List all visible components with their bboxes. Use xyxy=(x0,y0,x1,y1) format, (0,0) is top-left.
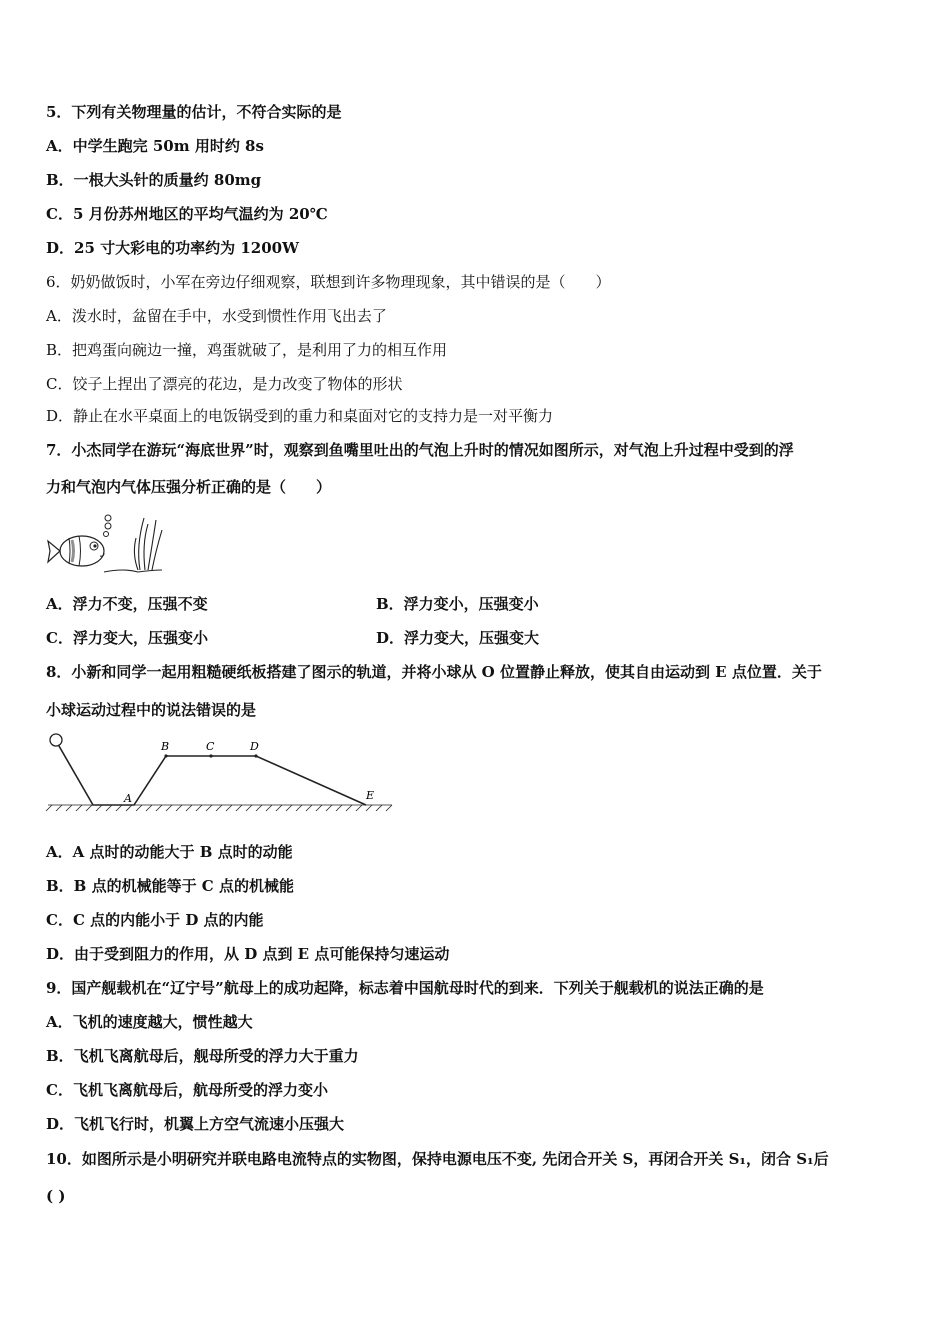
fish-bubbles-figure xyxy=(44,510,174,580)
q6-option-c: C．饺子上捏出了漂亮的花边，是力改变了物体的形状 xyxy=(46,375,403,393)
q7-option-b: B．浮力变小，压强变小 xyxy=(376,595,539,613)
point-b-dot xyxy=(164,754,167,757)
q8-option-b: B．B 点的机械能等于 C 点的机械能 xyxy=(46,877,294,895)
q8-stem-line1: 8．小新和同学一起用粗糙硬纸板搭建了图示的轨道，并将小球从 O 位置静止释放，使其自由运动到 E 点位置．关于 xyxy=(46,663,822,681)
q9-option-c: C．飞机飞离航母后，航母所受的浮力变小 xyxy=(46,1081,328,1099)
q9-option-a: A．飞机的速度越大，惯性越大 xyxy=(46,1013,253,1031)
q5-option-b: B．一根大头针的质量约 80mg xyxy=(46,171,262,189)
q7-stem-line1: 7．小杰同学在游玩“海底世界”时，观察到鱼嘴里吐出的气泡上升时的情况如图所示，对气泡上升过程中受到的浮 xyxy=(46,441,794,459)
q7-option-c: C．浮力变大，压强变小 xyxy=(46,629,208,647)
bubble-icon xyxy=(105,515,111,521)
q5-option-d: D．25 寸大彩电的功率约为 1200W xyxy=(46,239,299,257)
q6-option-b: B．把鸡蛋向碗边一撞，鸡蛋就破了，是利用了力的相互作用 xyxy=(46,341,448,359)
q5-option-c: C．5 月份苏州地区的平均气温约为 20℃ xyxy=(46,205,328,223)
q5-option-a: A．中学生跑完 50m 用时约 8s xyxy=(46,137,264,155)
point-c-dot xyxy=(209,754,212,757)
q5-stem: 5．下列有关物理量的估计，不符合实际的是 xyxy=(46,103,342,121)
track-figure xyxy=(44,728,396,816)
label-e: E xyxy=(366,789,375,802)
bubble-icon xyxy=(105,523,111,529)
q9-stem: 9．国产舰载机在“辽宁号”航母上的成功起降，标志着中国航母时代的到来．下列关于舰载机的说法正确的是 xyxy=(46,979,764,997)
ground-hatching xyxy=(46,805,392,811)
q7-option-a: A．浮力不变，压强不变 xyxy=(46,595,208,613)
ball-icon xyxy=(50,734,62,746)
fish-icon xyxy=(48,536,104,566)
q7-option-d: D．浮力变大，压强变大 xyxy=(376,629,540,647)
q8-option-d: D．由于受到阻力的作用，从 D 点到 E 点可能保持匀速运动 xyxy=(46,945,450,963)
point-d-dot xyxy=(254,754,257,757)
q6-option-a: A．泼水时，盆留在手中，水受到惯性作用飞出去了 xyxy=(46,307,387,325)
q6-stem: 6．奶奶做饭时，小军在旁边仔细观察，联想到许多物理现象，其中错误的是（ ） xyxy=(46,273,611,291)
track-path xyxy=(59,746,366,805)
q9-option-b: B．飞机飞离航母后，舰母所受的浮力大于重力 xyxy=(46,1047,359,1065)
q9-option-d: D．飞机飞行时，机翼上方空气流速小压强大 xyxy=(46,1115,345,1133)
q10-stem-line1: 10．如图所示是小明研究并联电路电流特点的实物图，保持电源电压不变, 先闭合开关 S，再闭合开关 S₁，闭合 S₁后 xyxy=(46,1150,829,1168)
q8-stem-line2: 小球运动过程中的说法错误的是 xyxy=(46,701,257,719)
seaweed-icon xyxy=(104,518,162,572)
q6-option-d: D．静止在水平桌面上的电饭锅受到的重力和桌面对它的支持力是一对平衡力 xyxy=(46,407,554,425)
q7-stem-line2: 力和气泡内气体压强分析正确的是（ ） xyxy=(46,478,332,496)
label-d: D xyxy=(250,740,259,753)
label-a: A xyxy=(124,792,132,805)
bubble-icon xyxy=(104,532,109,537)
q8-option-c: C．C 点的内能小于 D 点的内能 xyxy=(46,911,264,929)
label-b: B xyxy=(161,740,170,753)
label-c: C xyxy=(206,740,215,753)
q8-option-a: A．A 点时的动能大于 B 点时的动能 xyxy=(46,843,293,861)
q10-stem-line2: ( ) xyxy=(46,1187,66,1205)
